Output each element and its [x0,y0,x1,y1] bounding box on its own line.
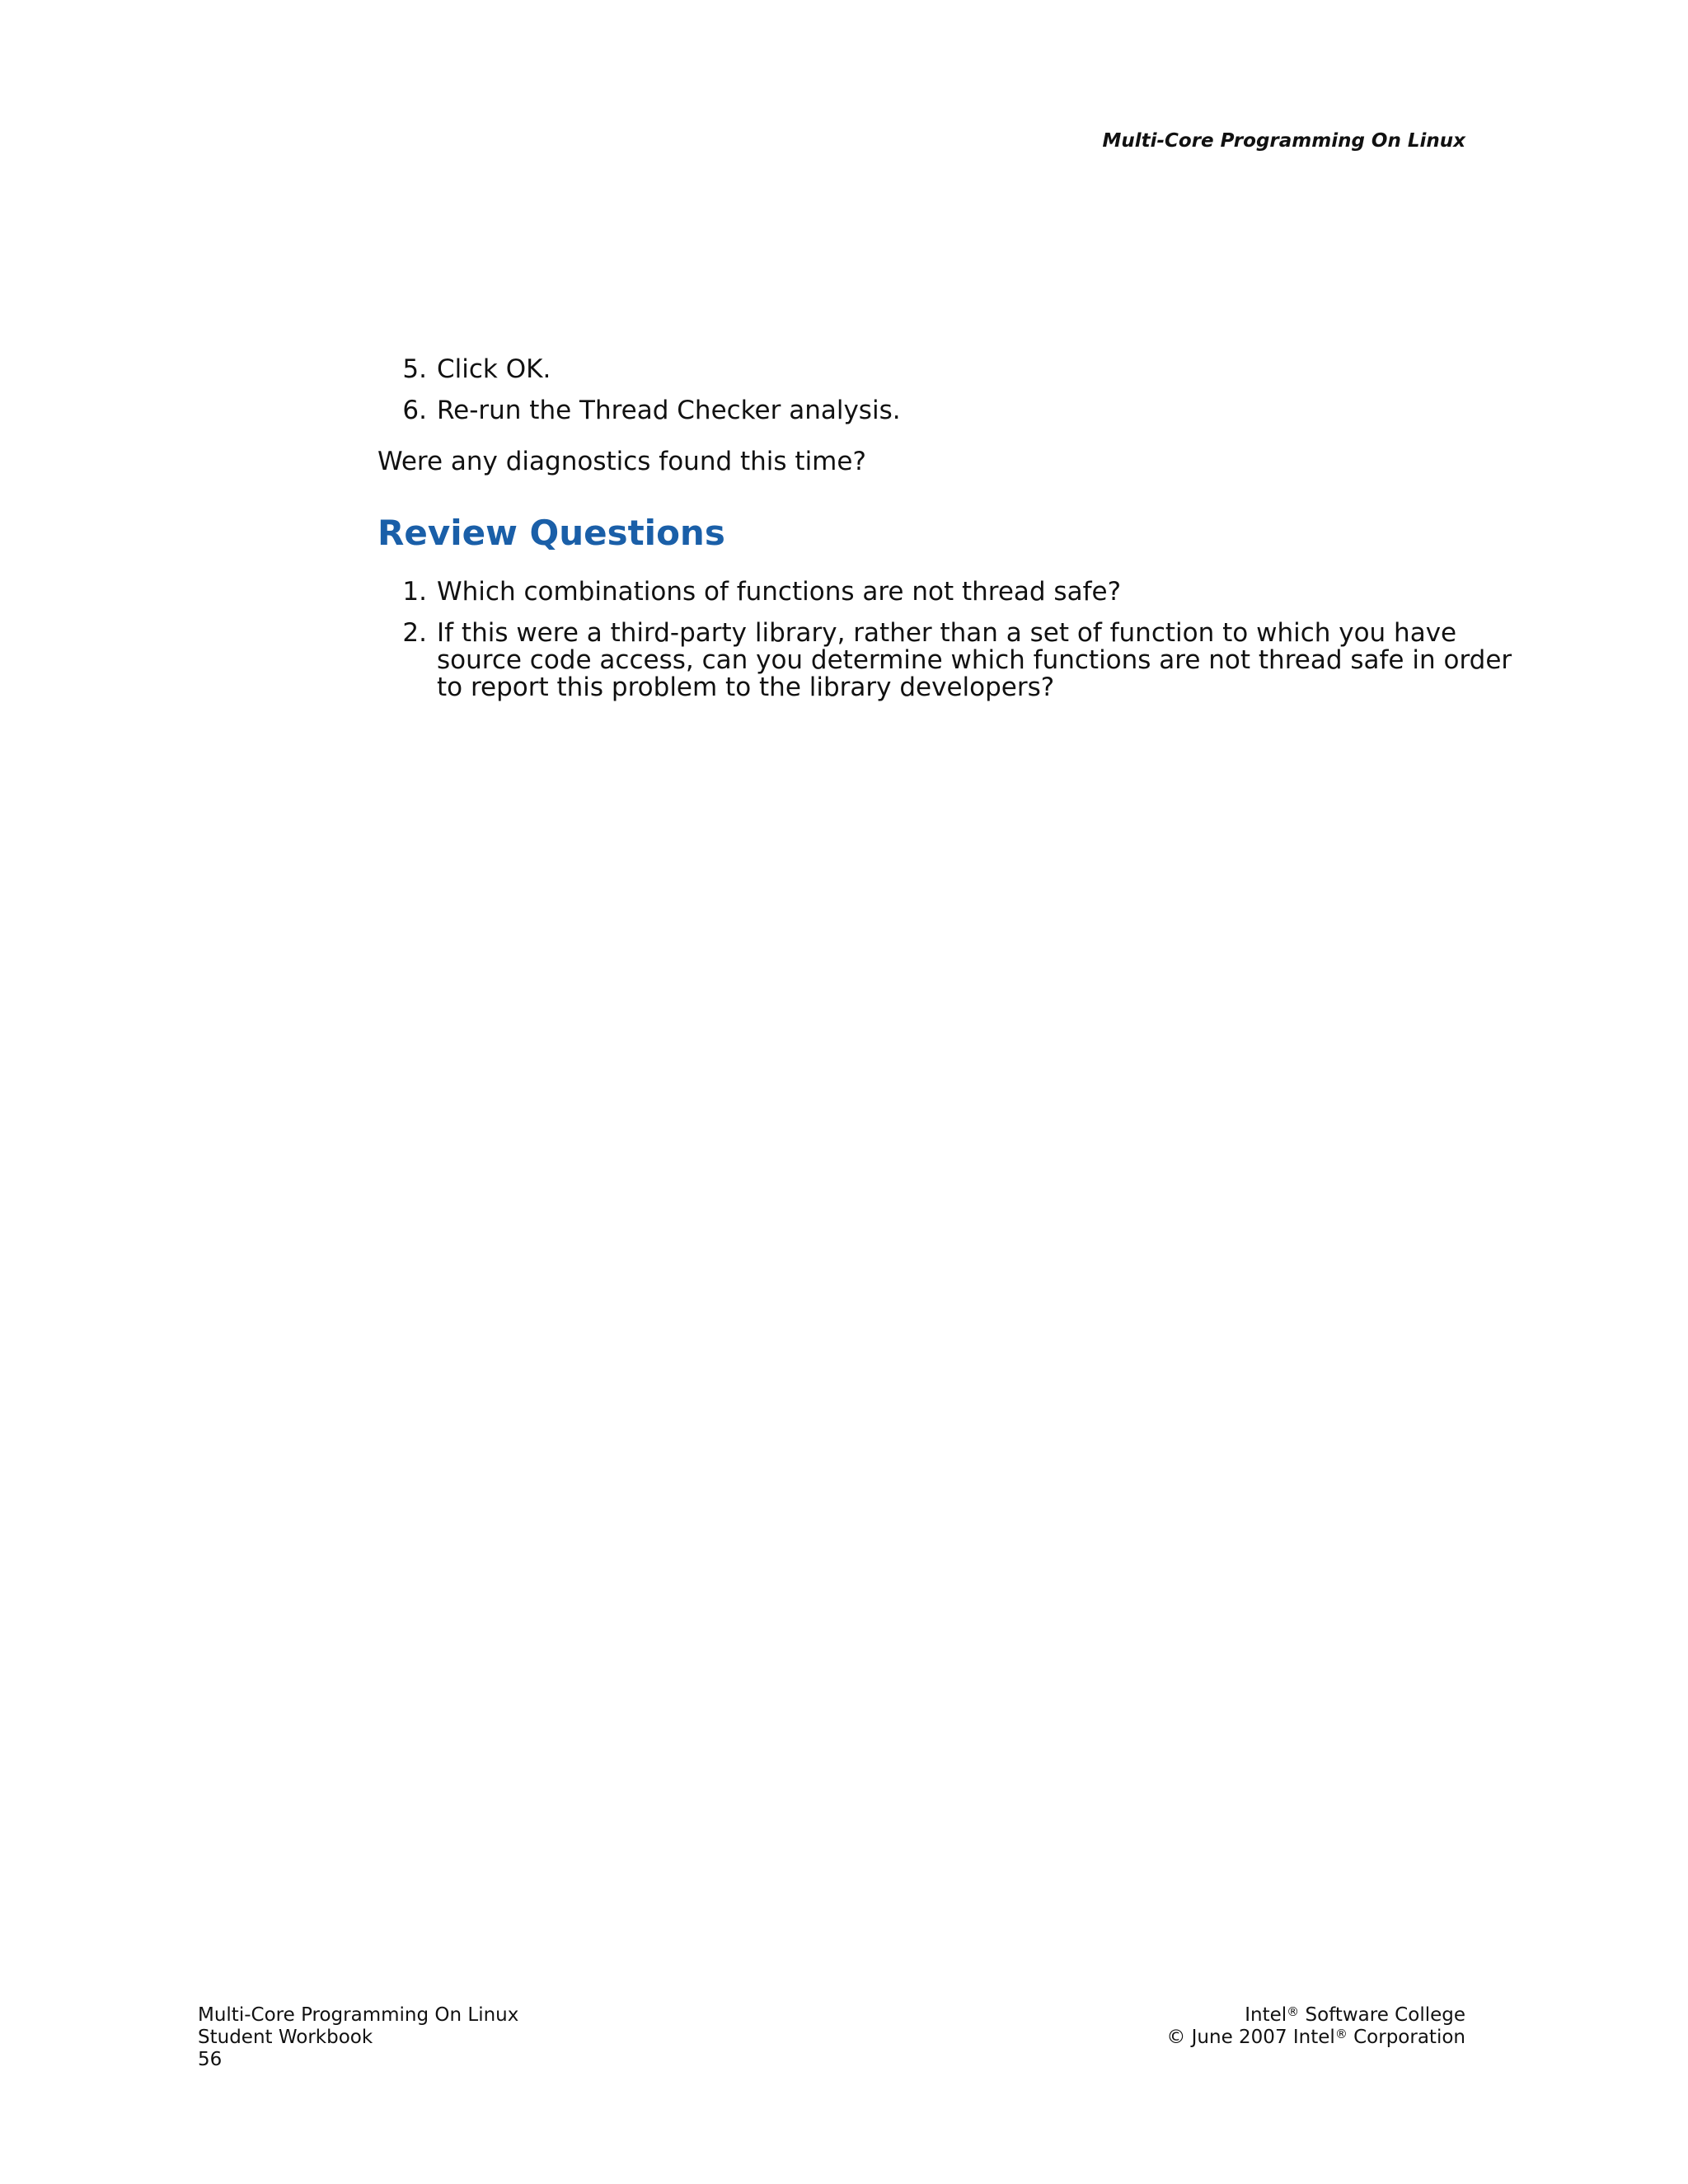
footer-text: Intel [1245,2004,1287,2026]
registered-mark: ® [1287,2004,1300,2019]
footer-publisher [1166,2004,1465,2027]
step-text: Re-run the Thread Checker analysis. [437,396,901,425]
question-paragraph: Were any diagnostics found this time? [377,447,866,476]
footer-right [1166,2004,1465,2049]
list-item [377,356,1474,383]
step-text: Click OK. [437,354,551,384]
question-text-line: source code access, can you determine which functions are not thread safe in order [437,645,1512,675]
question-number: 2. [402,618,427,648]
registered-mark: ® [1334,2027,1348,2041]
list-item [377,618,1512,702]
footer-book-type: Student Workbook [198,2027,373,2048]
footer-text: © June 2007 Intel [1166,2027,1335,2048]
section-heading: Review Questions [377,513,725,553]
footer-text: Corporation [1347,2027,1465,2048]
page-number: 56 [198,2049,223,2070]
question-text: Which combinations of functions are not thread safe? [437,577,1122,607]
footer-book-title: Multi-Core Programming On Linux [198,2004,519,2026]
footer-text: Software College [1299,2004,1465,2026]
question-number: 1. [402,577,427,607]
list-item [377,397,1474,424]
step-number: 5. [402,354,427,384]
question-text-line: to report this problem to the library developers? [437,673,1055,702]
steps-list [377,356,1474,424]
question-text [427,620,1512,701]
list-item [377,579,1474,606]
step-number: 6. [402,396,427,425]
footer-copyright [1166,2027,1465,2049]
review-questions-list [377,577,1512,702]
footer-left [198,2004,518,2071]
running-header: Multi-Core Programming On Linux [1102,130,1465,152]
question-text-line: If this were a third-party library, rather than a set of function to which you have [437,618,1457,648]
